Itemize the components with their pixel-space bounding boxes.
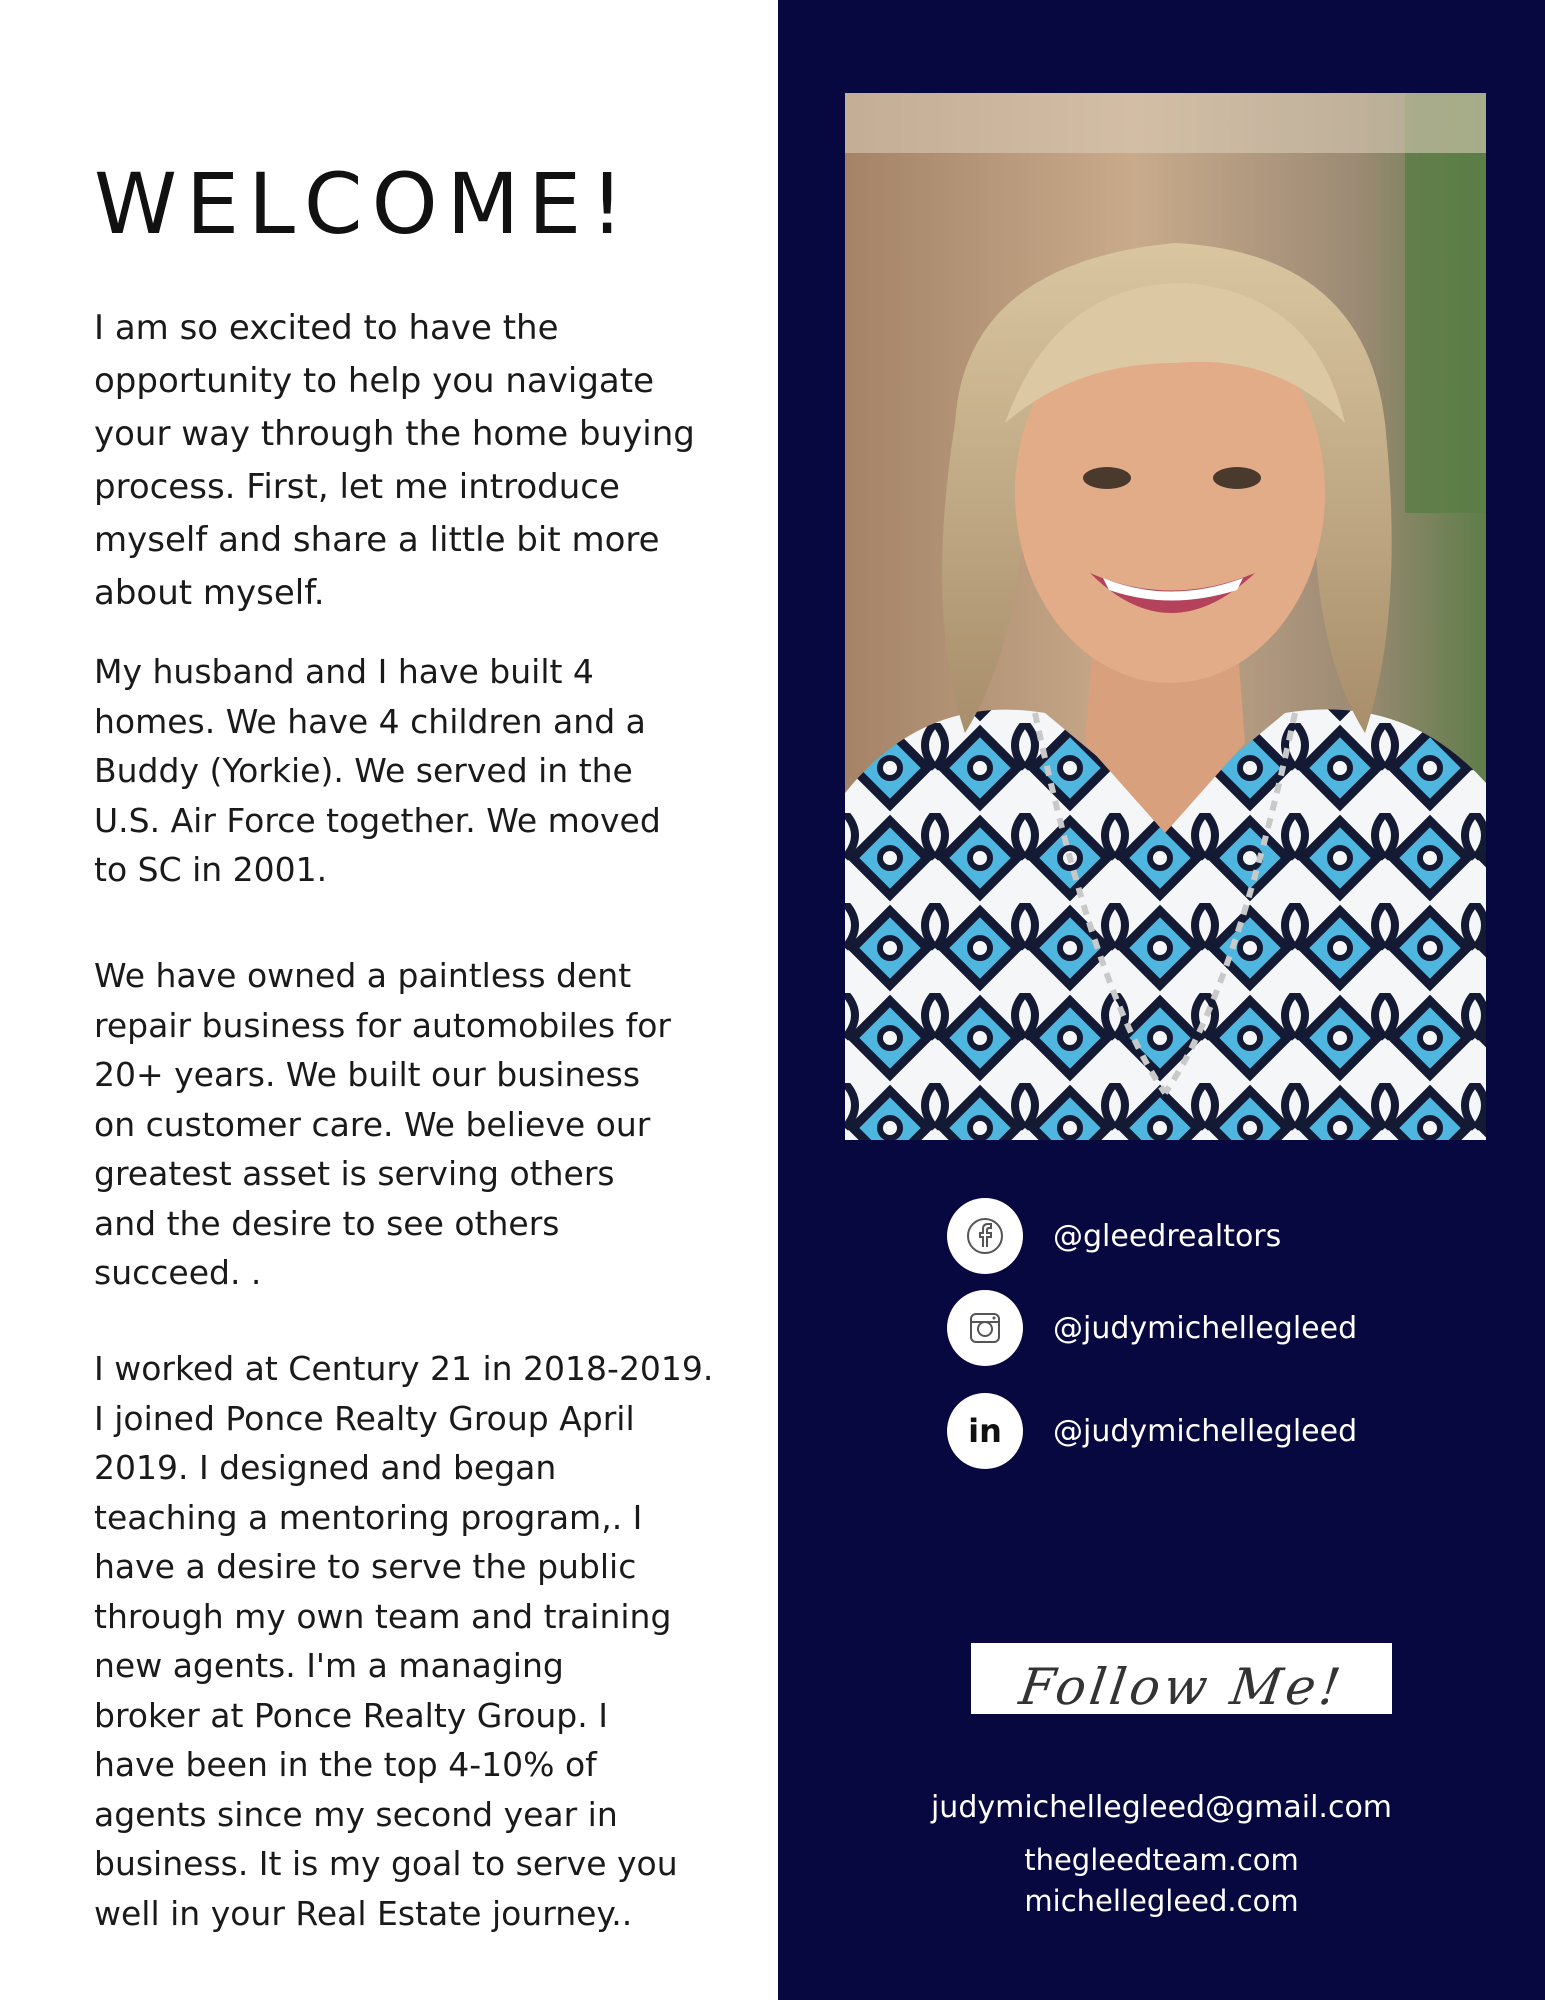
social-row-instagram[interactable]	[947, 1288, 1357, 1368]
bio-paragraph-family: My husband and I have built 4 homes. We have 4 children and a Buddy (Yorkie). We served in the U.S. Air Force together. We moved to SC in 2001.	[94, 652, 661, 889]
follow-label: Follow Me!	[1015, 1657, 1348, 1716]
social-row-facebook[interactable]	[947, 1196, 1281, 1276]
contact-website[interactable]: thegleedteam.com	[1024, 1843, 1299, 1877]
agent-portrait	[845, 93, 1486, 1140]
page-title: WELCOME!	[94, 155, 633, 253]
portrait-illustration	[845, 93, 1486, 1140]
follow-banner	[971, 1643, 1392, 1714]
linkedin-icon: in	[947, 1393, 1023, 1469]
intro-block	[94, 302, 734, 895]
intro-paragraph: I am so excited to have the opportunity to help you navigate your way through the home buying process. First, let me introduce myself and share a little bit more about myself.	[94, 308, 695, 613]
contact-website-secondary[interactable]: michellegleed.com	[1024, 1884, 1299, 1918]
social-handle: @judymichellegleed	[1053, 1413, 1358, 1449]
contact-email[interactable]: judymichellegleed@gmail.com	[930, 1790, 1393, 1825]
social-handle: @gleedrealtors	[1053, 1218, 1282, 1254]
social-row-linkedin[interactable]	[947, 1391, 1357, 1471]
bio-paragraph-business: We have owned a paintless dent repair business for automobiles for 20+ years. We built our business on customer care. We believe our greatest asset is serving others and the desire to see others succeed. .	[94, 956, 671, 1292]
instagram-icon	[947, 1290, 1023, 1366]
social-handle: @judymichellegleed	[1053, 1310, 1358, 1346]
facebook-icon	[947, 1198, 1023, 1274]
bio-paragraph-career: I worked at Century 21 in 2018-2019. I joined Ponce Realty Group April 2019. I designed and began teaching a mentoring program,. I have a desire to serve the public through my own team and training new agents. I'm a managing broker at Ponce Realty Group. I have been in the top 4-10% of agents since my second year in business. It is my goal to serve you well in your Real Estate journey..	[94, 1349, 714, 1933]
